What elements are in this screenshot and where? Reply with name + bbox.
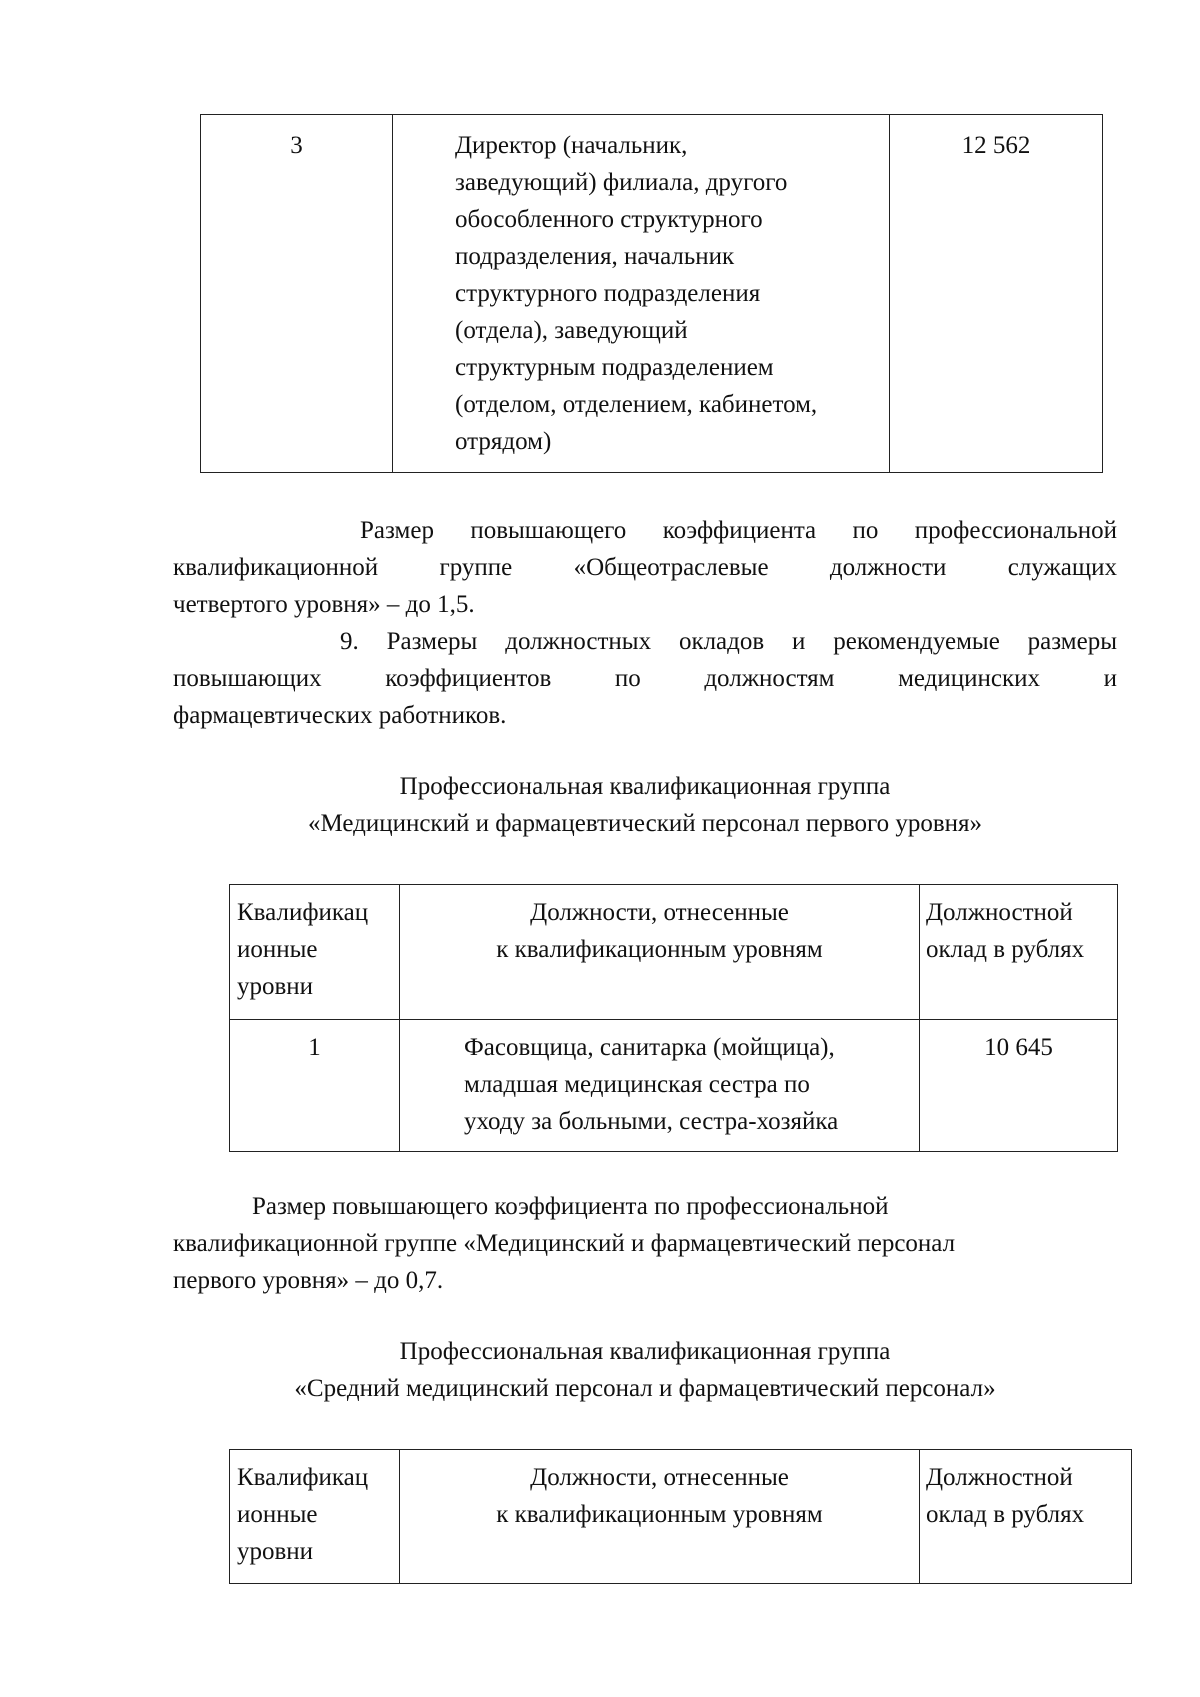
group-title-line: Профессиональная квалификационная группа (399, 1338, 891, 1365)
position-line: подразделения, начальник (455, 243, 735, 270)
header-cell-positions (400, 1450, 920, 1584)
table-header-row (230, 1450, 1132, 1584)
paragraph-line: первого уровня» – до 0,7. (173, 1267, 444, 1294)
header-cell-salary (920, 885, 1118, 1020)
header-line: к квалификационным уровням (496, 936, 823, 963)
header-line: уровни (237, 1538, 314, 1565)
salary-cell (890, 115, 1103, 473)
position-line: Фасовщица, санитарка (мойщица), (464, 1034, 835, 1061)
header-line: уровни (237, 973, 314, 1000)
position-line: младшая медицинская сестра по (464, 1071, 810, 1098)
paragraph-line: четвертого уровня» – до 1,5. (173, 591, 475, 618)
table-row (201, 115, 1103, 473)
header-cell-levels (230, 1450, 400, 1584)
header-line: Должности, отнесенные (530, 899, 789, 926)
qualification-level-cell (201, 115, 393, 473)
header-line: оклад в рублях (926, 936, 1085, 963)
position-line: отрядом) (455, 428, 552, 455)
paragraph-line: фармацевтических работников. (173, 702, 507, 729)
group-title-line: «Средний медицинский персонал и фармацевтический персонал» (294, 1375, 996, 1402)
positions-cell (393, 115, 890, 473)
header-line: Должности, отнесенные (530, 1464, 789, 1491)
header-line: ионные (237, 1501, 318, 1528)
table-header-row (230, 885, 1118, 1020)
paragraph-line: 9. Размеры должностных окладов и рекомендуемые размеры (340, 628, 1117, 655)
header-line: ионные (237, 936, 318, 963)
table-salaries-middle-medical (229, 1449, 1132, 1584)
position-line: структурного подразделения (455, 280, 761, 307)
paragraph-line: повышающих коэффициентов по должностям медицинских и (173, 665, 1117, 692)
group-title-line: Профессиональная квалификационная группа (399, 773, 891, 800)
header-line: оклад в рублях (926, 1501, 1085, 1528)
table-salaries-medical-first-level (229, 884, 1118, 1152)
paragraph-line: Размер повышающего коэффициента по профессиональной (360, 517, 1117, 544)
paragraph-line: квалификационной группе «Общеотраслевые должности служащих (173, 554, 1117, 581)
qualification-level: 1 (308, 1034, 321, 1061)
qualification-level-cell (230, 1020, 400, 1152)
salary-value: 12 562 (961, 132, 1031, 159)
header-line: Квалификац (237, 899, 369, 926)
position-line: обособленного структурного (455, 206, 763, 233)
header-line: Должностной (926, 899, 1073, 926)
header-line: Квалификац (237, 1464, 369, 1491)
header-cell-levels (230, 885, 400, 1020)
salary-value: 10 645 (984, 1034, 1053, 1061)
table-row (230, 1020, 1118, 1152)
salary-cell (920, 1020, 1118, 1152)
group-title-line: «Медицинский и фармацевтический персонал первого уровня» (307, 810, 983, 837)
position-line: Директор (начальник, (455, 132, 688, 159)
header-line: Должностной (926, 1464, 1073, 1491)
positions-cell (400, 1020, 920, 1152)
header-line: к квалификационным уровням (496, 1501, 823, 1528)
position-line: заведующий) филиала, другого (455, 169, 788, 196)
paragraph-line: квалификационной группе «Медицинский и фармацевтический персонал (173, 1230, 956, 1257)
position-line: структурным подразделением (455, 354, 774, 381)
position-line: (отдела), заведующий (455, 317, 688, 344)
position-line: уходу за больными, сестра-хозяйка (464, 1108, 839, 1135)
header-cell-positions (400, 885, 920, 1020)
paragraph-line: Размер повышающего коэффициента по профессиональной (252, 1193, 889, 1220)
table-salaries-general (200, 114, 1103, 473)
position-line: (отделом, отделением, кабинетом, (455, 391, 818, 418)
qualification-level: 3 (290, 132, 303, 159)
header-cell-salary (920, 1450, 1132, 1584)
